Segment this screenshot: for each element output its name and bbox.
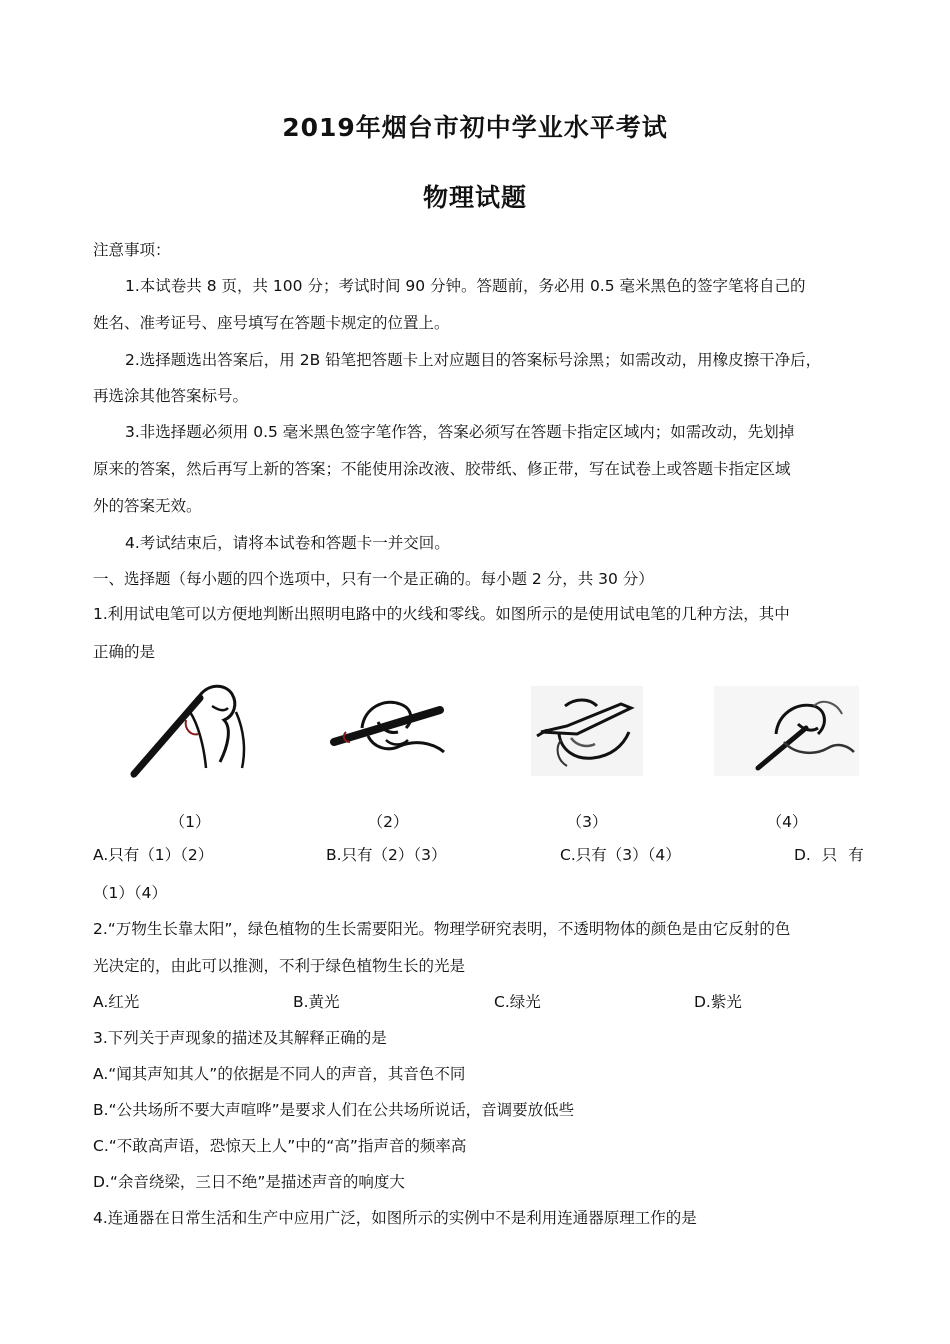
- notes-heading: 注意事项：: [93, 241, 171, 259]
- q3-option-a: A.“闻其声知其人”的依据是不同人的声音，其音色不同: [93, 1065, 466, 1083]
- q2-stem-line-2: 光决定的，由此可以推测，不利于绿色植物生长的光是: [93, 957, 466, 975]
- test-pen-figure-3: [531, 676, 643, 781]
- q2-stem-line-1: 2.“万物生长靠太阳”，绿色植物的生长需要阳光。物理学研究表明，不透明物体的颜色是由它反射的色: [93, 920, 791, 938]
- section-1-heading: 一、选择题（每小题的四个选项中，只有一个是正确的。每小题 2 分，共 30 分）: [93, 570, 654, 588]
- q1-option-b: B.只有（2）（3）: [326, 846, 447, 864]
- q4-stem: 4.连通器在日常生活和生产中应用广泛，如图所示的实例中不是利用连通器原理工作的是: [93, 1209, 697, 1227]
- note-3-line-2: 原来的答案，然后再写上新的答案；不能使用涂改液、胶带纸、修正带，写在试卷上或答题卡指定区域: [93, 460, 791, 478]
- q2-option-a: A.红光: [93, 993, 140, 1011]
- q1-option-d: D. 只 有: [794, 846, 864, 864]
- note-3-line-1: 3.非选择题必须用 0.5 毫米黑色签字笔作答，答案必须写在答题卡指定区域内；如需改动，先划掉: [125, 423, 795, 441]
- test-pen-figure-2: [328, 676, 453, 781]
- figure-caption-3: （3）: [566, 813, 608, 831]
- exam-title: 2019年烟台市初中学业水平考试: [282, 113, 668, 142]
- note-1-line-2: 姓名、准考证号、座号填写在答题卡规定的位置上。: [93, 314, 450, 332]
- figure-caption-4: （4）: [766, 813, 808, 831]
- q3-option-b: B.“公共场所不要大声喧哗”是要求人们在公共场所说话，音调要放低些: [93, 1101, 575, 1119]
- q3-option-d: D.“余音绕梁，三日不绝”是描述声音的响度大: [93, 1173, 405, 1191]
- q1-stem-line-2: 正确的是: [93, 643, 156, 661]
- note-1-line-1: 1.本试卷共 8 页，共 100 分；考试时间 90 分钟。答题前，务必用 0.5 毫米黑色的签字笔将自己的: [125, 277, 806, 295]
- figure-caption-2: （2）: [367, 813, 409, 831]
- note-2-line-2: 再选涂其他答案标号。: [93, 387, 249, 405]
- q3-stem: 3.下列关于声现象的描述及其解释正确的是: [93, 1029, 387, 1047]
- q2-option-d: D.紫光: [694, 993, 742, 1011]
- test-pen-figure-1: [128, 676, 253, 781]
- q1-stem-line-1: 1.利用试电笔可以方便地判断出照明电路中的火线和零线。如图所示的是使用试电笔的几种方法，其中: [93, 605, 790, 623]
- note-2-line-1: 2.选择题选出答案后，用 2B 铅笔把答题卡上对应题目的答案标号涂黑；如需改动，用橡皮擦干净后，: [125, 351, 822, 369]
- note-3-line-3: 外的答案无效。: [93, 497, 202, 515]
- q1-option-c: C.只有（3）（4）: [560, 846, 681, 864]
- q3-option-c: C.“不敢高声语，恐惊天上人”中的“高”指声音的频率高: [93, 1137, 467, 1155]
- q1-option-d-continued: （1）（4）: [93, 884, 167, 902]
- q2-option-b: B.黄光: [293, 993, 340, 1011]
- exam-subtitle: 物理试题: [422, 183, 527, 212]
- note-4: 4.考试结束后，请将本试卷和答题卡一并交回。: [125, 534, 450, 552]
- q1-option-a: A.只有（1）（2）: [93, 846, 214, 864]
- q2-option-c: C.绿光: [494, 993, 541, 1011]
- test-pen-figure-4: [714, 676, 859, 781]
- figure-caption-1: （1）: [169, 813, 211, 831]
